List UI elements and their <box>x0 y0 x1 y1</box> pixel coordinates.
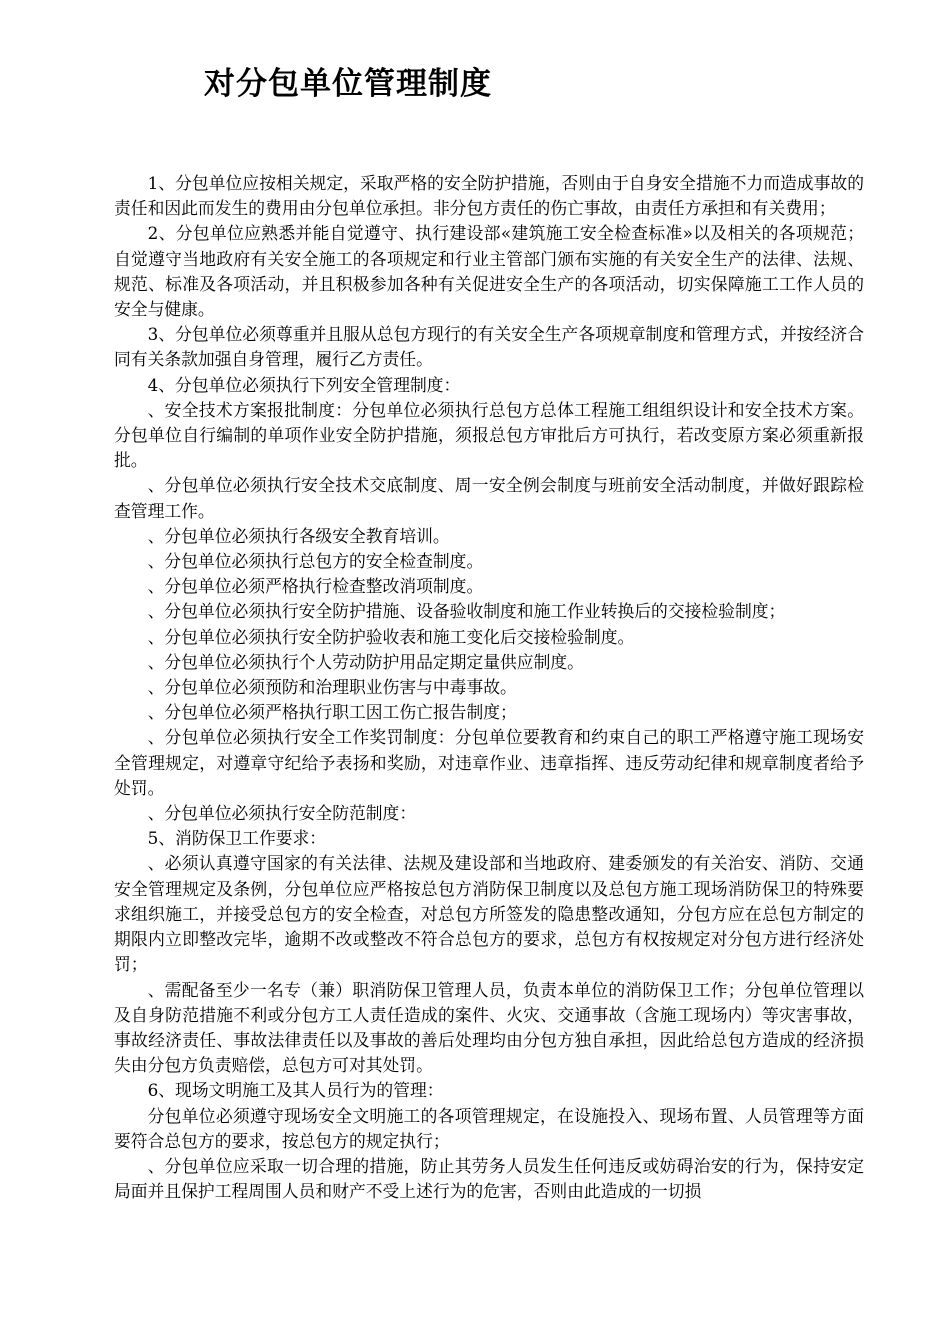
paragraph-3: 3、分包单位必须尊重并且服从总包方现行的有关安全生产各项规章制度和管理方式，并按经济合同有关条款加强自身管理，履行乙方责任。 <box>114 324 864 370</box>
document-title: 对分包单位管理制度 <box>204 66 492 102</box>
paragraph-4-item-handover: 、分包单位必须执行安全防护验收表和施工变化后交接检验制度。 <box>147 626 635 647</box>
paragraph-5-item-staffing: 、需配备至少一名专（兼）职消防保卫管理人员，负责本单位的消防保卫工作；分包单位管理以及自身防范措施不利或分包方工人责任造成的案件、火灾、交通事故（含施工现场内）等灾害事故，事故经济责任、事故法律责任以及事故的善后处理均由分包方独自承担，因此给总包方造成的经济损失由分包方负责赔偿，总包方可对其处罚。 <box>114 979 864 1076</box>
paragraph-6-item-measures: 、分包单位应采取一切合理的措施，防止其劳务人员发生任何违反或妨碍治安的行为，保持安定局面并且保护工程周围人员和财产不受上述行为的危害，否则由此造成的一切损 <box>114 1155 864 1202</box>
paragraph-4-item-casualty-report: 、分包单位必须严格执行职工因工伤亡报告制度； <box>147 702 517 723</box>
paragraph-4-item-training: 、分包单位必须执行各级安全教育培训。 <box>147 525 450 546</box>
paragraph-4-item-protective-gear: 、分包单位必须执行个人劳动防护用品定期定量供应制度。 <box>147 651 584 672</box>
paragraph-4-item-occupational-injury: 、分包单位必须预防和治理职业伤害与中毒事故。 <box>147 677 517 698</box>
paragraph-4-item-inspection: 、分包单位必须执行总包方的安全检查制度。 <box>147 551 484 572</box>
paragraph-4-item-prevention: 、分包单位必须执行安全防范制度： <box>147 803 417 824</box>
paragraph-5-item-compliance: 、必须认真遵守国家的有关法律、法规及建设部和当地政府、建委颁发的有关治安、消防、交通安全管理规定及条例，分包单位应严格按总包方消防保卫制度以及总包方施工现场消防保卫的特殊要求组织施工，并接受总包方的安全检查，对总包方所签发的隐患整改通知，分包方应在总包方制定的期限内立即整改完毕，逾期不改或整改不符合总包方的要求，总包方有权按规定对分包方进行经济处罚； <box>114 853 864 975</box>
paragraph-5: 5、消防保卫工作要求： <box>147 828 327 849</box>
paragraph-4-item-rectification: 、分包单位必须严格执行检查整改消项制度。 <box>147 576 484 597</box>
paragraph-6-item-rules: 分包单位必须遵守现场安全文明施工的各项管理规定，在设施投入、现场布置、人员管理等方面要符合总包方的要求，按总包方的规定执行； <box>114 1105 864 1151</box>
paragraph-4-item-acceptance: 、分包单位必须执行安全防护措施、设备验收制度和施工作业转换后的交接检验制度； <box>147 601 786 622</box>
paragraph-4-item-reward-penalty: 、分包单位必须执行安全工作奖罚制度：分包单位要教育和约束自己的职工严格遵守施工现场安全管理规定，对遵章守纪给予表扬和奖励，对违章作业、违章指挥、违反劳动纪律和规章制度者给予处罚。 <box>114 727 864 798</box>
paragraph-6: 6、现场文明施工及其人员行为的管理： <box>147 1080 444 1101</box>
paragraph-2: 2、分包单位应熟悉并能自觉遵守、执行建设部«建筑施工安全检查标准»以及相关的各项规范；自觉遵守当地政府有关安全施工的各项规定和行业主管部门颁布实施的有关安全生产的法律、法规、规范、标准及各项活动，并且积极参加各种有关促进安全生产的各项活动，切实保障施工工作人员的安全与健康。 <box>114 223 864 320</box>
document-body <box>114 171 864 1204</box>
paragraph-1: 1、分包单位应按相关规定，采取严格的安全防护措施，否则由于自身安全措施不力而造成事故的责任和因此而发生的费用由分包单位承担。非分包方责任的伤亡事故，由责任方承担和有关费用； <box>114 173 864 219</box>
paragraph-4-item-technical-plan: 、安全技术方案报批制度：分包单位必须执行总包方总体工程施工组组织设计和安全技术方案。分包单位自行编制的单项作业安全防护措施，须报总包方审批后方可执行，若改变原方案必须重新报批。 <box>114 399 864 471</box>
paragraph-4-item-briefing: 、分包单位必须执行安全技术交底制度、周一安全例会制度与班前安全活动制度，并做好跟踪检查管理工作。 <box>114 475 864 521</box>
paragraph-4: 4、分包单位必须执行下列安全管理制度： <box>147 374 461 395</box>
